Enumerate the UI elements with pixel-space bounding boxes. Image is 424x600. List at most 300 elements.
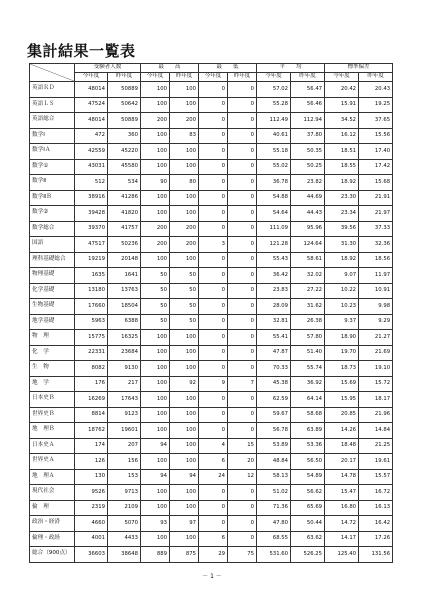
table-cell: 50236 bbox=[108, 237, 141, 253]
table-cell: 100 bbox=[141, 531, 170, 547]
table-cell: 63.89 bbox=[291, 423, 325, 439]
table-cell: 37.65 bbox=[359, 113, 393, 129]
subheader-this-year: 今年度 bbox=[75, 73, 108, 82]
row-subject-label: 生物基礎 bbox=[30, 299, 75, 315]
table-cell: 68.55 bbox=[257, 531, 291, 547]
table-cell: 47.80 bbox=[257, 516, 291, 532]
table-cell: 200 bbox=[141, 237, 170, 253]
table-cell: 100 bbox=[170, 485, 199, 501]
table-cell: 100 bbox=[170, 345, 199, 361]
table-cell: 18.92 bbox=[325, 252, 359, 268]
table-cell: 26.38 bbox=[291, 314, 325, 330]
table-cell: 100 bbox=[170, 407, 199, 423]
table-row bbox=[30, 237, 393, 253]
table-row bbox=[30, 175, 393, 191]
table-cell: 0 bbox=[199, 392, 228, 408]
table-cell: 100 bbox=[141, 454, 170, 470]
table-cell: 156 bbox=[108, 454, 141, 470]
table-cell: 100 bbox=[141, 376, 170, 392]
table-cell: 19.10 bbox=[359, 361, 393, 377]
table-cell: 17660 bbox=[75, 299, 108, 315]
subheader-last-year: 昨年度 bbox=[170, 73, 199, 82]
table-cell: 3 bbox=[199, 237, 228, 253]
table-cell: 1641 bbox=[108, 268, 141, 284]
table-cell: 15.95 bbox=[325, 392, 359, 408]
header-std-dev: 標準偏差 bbox=[325, 64, 393, 73]
table-cell: 0 bbox=[199, 175, 228, 191]
table-cell: 23.82 bbox=[291, 175, 325, 191]
table-cell: 45.38 bbox=[257, 376, 291, 392]
table-cell: 100 bbox=[141, 206, 170, 222]
table-cell: 41286 bbox=[108, 190, 141, 206]
table-cell: 18.56 bbox=[359, 252, 393, 268]
table-cell: 27.22 bbox=[291, 283, 325, 299]
row-subject-label: 数学総合 bbox=[30, 221, 75, 237]
subheader-last-year: 昨年度 bbox=[291, 73, 325, 82]
table-cell: 0 bbox=[228, 206, 257, 222]
table-cell: 18.51 bbox=[325, 144, 359, 160]
table-cell: 4433 bbox=[108, 531, 141, 547]
table-cell: 50 bbox=[170, 299, 199, 315]
table-cell: 0 bbox=[199, 345, 228, 361]
table-cell: 0 bbox=[199, 221, 228, 237]
table-cell: 0 bbox=[228, 237, 257, 253]
table-cell: 23.30 bbox=[325, 190, 359, 206]
table-cell: 65.69 bbox=[291, 500, 325, 516]
table-cell: 15.57 bbox=[359, 469, 393, 485]
row-subject-label: 政治・経済 bbox=[30, 516, 75, 532]
table-cell: 56.47 bbox=[291, 82, 325, 98]
table-cell: 9.29 bbox=[359, 314, 393, 330]
row-subject-label: 理科基礎総合 bbox=[30, 252, 75, 268]
table-cell: 14.84 bbox=[359, 423, 393, 439]
table-cell: 20.85 bbox=[325, 407, 359, 423]
table-cell: 0 bbox=[199, 113, 228, 129]
table-cell: 100 bbox=[141, 361, 170, 377]
row-subject-label: 現代社会 bbox=[30, 485, 75, 501]
table-cell: 18.17 bbox=[359, 392, 393, 408]
table-cell: 13180 bbox=[75, 283, 108, 299]
table-row bbox=[30, 345, 393, 361]
table-cell: 29 bbox=[199, 547, 228, 563]
table-cell: 6 bbox=[199, 531, 228, 547]
table-cell: 45580 bbox=[108, 159, 141, 175]
table-cell: 9.37 bbox=[325, 314, 359, 330]
table-cell: 55.41 bbox=[257, 330, 291, 346]
table-cell: 19219 bbox=[75, 252, 108, 268]
table-cell: 56.78 bbox=[257, 423, 291, 439]
table-cell: 39.56 bbox=[325, 221, 359, 237]
table-cell: 200 bbox=[170, 221, 199, 237]
table-cell: 75 bbox=[228, 547, 257, 563]
table-cell: 47.87 bbox=[257, 345, 291, 361]
table-row bbox=[30, 454, 393, 470]
table-cell: 70.33 bbox=[257, 361, 291, 377]
table-cell: 875 bbox=[170, 547, 199, 563]
table-cell: 50889 bbox=[108, 82, 141, 98]
table-cell: 14.78 bbox=[325, 469, 359, 485]
table-cell: 8814 bbox=[75, 407, 108, 423]
table-cell: 17.26 bbox=[359, 531, 393, 547]
table-cell: 100 bbox=[141, 97, 170, 113]
table-cell: 0 bbox=[199, 299, 228, 315]
header-corner-cell bbox=[30, 64, 75, 82]
table-cell: 9713 bbox=[108, 485, 141, 501]
table-cell: 526.25 bbox=[291, 547, 325, 563]
table-row bbox=[30, 485, 393, 501]
table-cell: 100 bbox=[141, 128, 170, 144]
row-subject-label: 化 学 bbox=[30, 345, 75, 361]
row-subject-label: 倫 理 bbox=[30, 500, 75, 516]
table-cell: 0 bbox=[199, 361, 228, 377]
table-cell: 100 bbox=[170, 206, 199, 222]
table-cell: 0 bbox=[199, 97, 228, 113]
table-cell: 50 bbox=[141, 299, 170, 315]
table-cell: 0 bbox=[228, 283, 257, 299]
table-cell: 0 bbox=[199, 190, 228, 206]
table-cell: 512 bbox=[75, 175, 108, 191]
table-cell: 111.09 bbox=[257, 221, 291, 237]
table-cell: 47517 bbox=[75, 237, 108, 253]
table-cell: 0 bbox=[228, 159, 257, 175]
table-cell: 39428 bbox=[75, 206, 108, 222]
table-cell: 90 bbox=[141, 175, 170, 191]
table-cell: 0 bbox=[228, 516, 257, 532]
table-cell: 18.48 bbox=[325, 438, 359, 454]
table-cell: 34.52 bbox=[325, 113, 359, 129]
table-cell: 7 bbox=[228, 376, 257, 392]
table-cell: 100 bbox=[141, 330, 170, 346]
table-cell: 18.73 bbox=[325, 361, 359, 377]
table-cell: 36.78 bbox=[257, 175, 291, 191]
table-row bbox=[30, 113, 393, 129]
table-cell: 100 bbox=[141, 407, 170, 423]
table-cell: 13763 bbox=[108, 283, 141, 299]
row-subject-label: 世界史Ｂ bbox=[30, 407, 75, 423]
table-cell: 0 bbox=[199, 423, 228, 439]
table-row bbox=[30, 268, 393, 284]
table-cell: 14.17 bbox=[325, 531, 359, 547]
table-cell: 126 bbox=[75, 454, 108, 470]
table-cell: 16.13 bbox=[359, 500, 393, 516]
table-cell: 83 bbox=[170, 128, 199, 144]
table-cell: 200 bbox=[141, 221, 170, 237]
table-cell: 200 bbox=[170, 237, 199, 253]
subheader-this-year: 今年度 bbox=[325, 73, 359, 82]
table-cell: 54.88 bbox=[257, 190, 291, 206]
table-cell: 48014 bbox=[75, 113, 108, 129]
table-row bbox=[30, 500, 393, 516]
table-cell: 28.09 bbox=[257, 299, 291, 315]
table-cell: 21.91 bbox=[359, 190, 393, 206]
table-cell: 50 bbox=[170, 268, 199, 284]
table-cell: 94 bbox=[170, 469, 199, 485]
page-title: 集計結果一覧表 bbox=[27, 42, 136, 60]
table-cell: 50.35 bbox=[291, 144, 325, 160]
row-subject-label: 日本史Ｂ bbox=[30, 392, 75, 408]
table-row bbox=[30, 407, 393, 423]
subheader-this-year: 今年度 bbox=[199, 73, 228, 82]
table-cell: 23684 bbox=[108, 345, 141, 361]
table-cell: 100 bbox=[141, 392, 170, 408]
table-cell: 0 bbox=[228, 407, 257, 423]
table-cell: 32.36 bbox=[359, 237, 393, 253]
table-cell: 0 bbox=[199, 82, 228, 98]
table-cell: 9526 bbox=[75, 485, 108, 501]
table-cell: 17.40 bbox=[359, 144, 393, 160]
row-subject-label: 地 理Ａ bbox=[30, 469, 75, 485]
table-cell: 11.97 bbox=[359, 268, 393, 284]
table-cell: 55.43 bbox=[257, 252, 291, 268]
table-cell: 21.69 bbox=[359, 345, 393, 361]
row-subject-label: 生 物 bbox=[30, 361, 75, 377]
table-cell: 59.67 bbox=[257, 407, 291, 423]
table-cell: 41820 bbox=[108, 206, 141, 222]
row-subject-label: 物理基礎 bbox=[30, 268, 75, 284]
table-row bbox=[30, 376, 393, 392]
table-cell: 217 bbox=[108, 376, 141, 392]
table-cell: 53.36 bbox=[291, 438, 325, 454]
table-row bbox=[30, 330, 393, 346]
subheader-last-year: 昨年度 bbox=[359, 73, 393, 82]
table-cell: 50 bbox=[141, 268, 170, 284]
table-cell: 100 bbox=[141, 82, 170, 98]
table-cell: 31.30 bbox=[325, 237, 359, 253]
table-cell: 38916 bbox=[75, 190, 108, 206]
table-cell: 0 bbox=[228, 113, 257, 129]
table-cell: 57.80 bbox=[291, 330, 325, 346]
table-cell: 47524 bbox=[75, 97, 108, 113]
table-cell: 56.62 bbox=[291, 485, 325, 501]
row-subject-label: 数学ⅠＡ bbox=[30, 144, 75, 160]
table-cell: 37.80 bbox=[291, 128, 325, 144]
table-cell: 62.59 bbox=[257, 392, 291, 408]
table-cell: 18504 bbox=[108, 299, 141, 315]
table-cell: 200 bbox=[170, 113, 199, 129]
table-cell: 48014 bbox=[75, 82, 108, 98]
row-subject-label: 数学① bbox=[30, 159, 75, 175]
table-cell: 100 bbox=[170, 82, 199, 98]
table-cell: 17643 bbox=[108, 392, 141, 408]
table-cell: 44.69 bbox=[291, 190, 325, 206]
table-row bbox=[30, 144, 393, 160]
table-cell: 50 bbox=[141, 314, 170, 330]
table-cell: 15.72 bbox=[359, 376, 393, 392]
table-cell: 0 bbox=[199, 485, 228, 501]
table-cell: 54.64 bbox=[257, 206, 291, 222]
table-cell: 0 bbox=[199, 516, 228, 532]
row-subject-label: 総合（900点） bbox=[30, 547, 75, 563]
row-subject-label: 地 理Ｂ bbox=[30, 423, 75, 439]
table-row bbox=[30, 547, 393, 563]
table-cell: 0 bbox=[228, 175, 257, 191]
table-cell: 94 bbox=[141, 438, 170, 454]
table-cell: 50 bbox=[170, 314, 199, 330]
table-cell: 0 bbox=[228, 252, 257, 268]
table-cell: 58.13 bbox=[257, 469, 291, 485]
table-cell: 16.42 bbox=[359, 516, 393, 532]
table-cell: 43031 bbox=[75, 159, 108, 175]
table-cell: 23.83 bbox=[257, 283, 291, 299]
table-cell: 45220 bbox=[108, 144, 141, 160]
table-cell: 0 bbox=[228, 361, 257, 377]
table-cell: 100 bbox=[170, 330, 199, 346]
table-cell: 31.62 bbox=[291, 299, 325, 315]
table-cell: 15.56 bbox=[359, 128, 393, 144]
table-cell: 100 bbox=[170, 159, 199, 175]
table-cell: 97 bbox=[170, 516, 199, 532]
table-cell: 125.40 bbox=[325, 547, 359, 563]
row-subject-label: 英語総合 bbox=[30, 113, 75, 129]
table-cell: 16.72 bbox=[359, 485, 393, 501]
table-cell: 32.81 bbox=[257, 314, 291, 330]
table-cell: 36.92 bbox=[291, 376, 325, 392]
table-cell: 55.74 bbox=[291, 361, 325, 377]
table-cell: 0 bbox=[199, 128, 228, 144]
row-subject-label: 英語ＲＤ bbox=[30, 82, 75, 98]
table-cell: 6388 bbox=[108, 314, 141, 330]
table-cell: 55.28 bbox=[257, 97, 291, 113]
row-subject-label: 数学Ⅰ bbox=[30, 128, 75, 144]
table-cell: 50.44 bbox=[291, 516, 325, 532]
row-subject-label: 地学基礎 bbox=[30, 314, 75, 330]
table-cell: 21.97 bbox=[359, 206, 393, 222]
table-cell: 16.12 bbox=[325, 128, 359, 144]
subheader-this-year: 今年度 bbox=[141, 73, 170, 82]
table-cell: 15.69 bbox=[325, 376, 359, 392]
table-cell: 100 bbox=[141, 190, 170, 206]
table-cell: 472 bbox=[75, 128, 108, 144]
table-cell: 20.17 bbox=[325, 454, 359, 470]
table-cell: 0 bbox=[228, 345, 257, 361]
table-cell: 9.98 bbox=[359, 299, 393, 315]
table-cell: 100 bbox=[141, 485, 170, 501]
table-cell: 100 bbox=[170, 500, 199, 516]
table-cell: 58.61 bbox=[291, 252, 325, 268]
table-cell: 4001 bbox=[75, 531, 108, 547]
table-cell: 55.02 bbox=[257, 159, 291, 175]
table-cell: 1635 bbox=[75, 268, 108, 284]
results-table bbox=[29, 63, 393, 563]
table-cell: 16325 bbox=[108, 330, 141, 346]
table-cell: 36603 bbox=[75, 547, 108, 563]
subheader-last-year: 昨年度 bbox=[228, 73, 257, 82]
table-cell: 121.28 bbox=[257, 237, 291, 253]
table-cell: 50889 bbox=[108, 113, 141, 129]
table-cell: 71.36 bbox=[257, 500, 291, 516]
row-subject-label: 数学Ⅱ bbox=[30, 175, 75, 191]
table-cell: 15.68 bbox=[359, 175, 393, 191]
table-cell: 112.94 bbox=[291, 113, 325, 129]
table-cell: 93 bbox=[141, 516, 170, 532]
table-cell: 100 bbox=[141, 252, 170, 268]
table-row bbox=[30, 423, 393, 439]
table-row bbox=[30, 361, 393, 377]
table-cell: 6 bbox=[199, 454, 228, 470]
table-cell: 21.25 bbox=[359, 438, 393, 454]
row-subject-label: 国語 bbox=[30, 237, 75, 253]
table-cell: 19.25 bbox=[359, 97, 393, 113]
table-cell: 9123 bbox=[108, 407, 141, 423]
table-cell: 4 bbox=[199, 438, 228, 454]
table-row bbox=[30, 206, 393, 222]
table-cell: 0 bbox=[228, 221, 257, 237]
table-cell: 0 bbox=[199, 144, 228, 160]
table-cell: 10.23 bbox=[325, 299, 359, 315]
row-subject-label: 英語ＬＳ bbox=[30, 97, 75, 113]
table-row bbox=[30, 516, 393, 532]
table-cell: 0 bbox=[199, 206, 228, 222]
table-cell: 534 bbox=[108, 175, 141, 191]
table-cell: 53.89 bbox=[257, 438, 291, 454]
table-cell: 24 bbox=[199, 469, 228, 485]
table-cell: 531.60 bbox=[257, 547, 291, 563]
table-cell: 100 bbox=[170, 454, 199, 470]
table-cell: 0 bbox=[228, 423, 257, 439]
table-cell: 0 bbox=[228, 485, 257, 501]
table-cell: 10.91 bbox=[359, 283, 393, 299]
table-cell: 15.47 bbox=[325, 485, 359, 501]
table-cell: 50 bbox=[170, 283, 199, 299]
table-cell: 16269 bbox=[75, 392, 108, 408]
table-cell: 48.84 bbox=[257, 454, 291, 470]
table-cell: 174 bbox=[75, 438, 108, 454]
table-row bbox=[30, 190, 393, 206]
table-cell: 100 bbox=[170, 531, 199, 547]
table-cell: 0 bbox=[228, 314, 257, 330]
table-cell: 50.25 bbox=[291, 159, 325, 175]
table-row bbox=[30, 252, 393, 268]
table-row bbox=[30, 531, 393, 547]
table-cell: 176 bbox=[75, 376, 108, 392]
table-cell: 112.49 bbox=[257, 113, 291, 129]
row-subject-label: 日本史Ａ bbox=[30, 438, 75, 454]
table-cell: 130 bbox=[75, 469, 108, 485]
table-cell: 100 bbox=[170, 190, 199, 206]
table-cell: 20.43 bbox=[359, 82, 393, 98]
table-cell: 131.56 bbox=[359, 547, 393, 563]
table-cell: 12 bbox=[228, 469, 257, 485]
table-cell: 9 bbox=[199, 376, 228, 392]
table-cell: 57.02 bbox=[257, 82, 291, 98]
table-cell: 0 bbox=[199, 407, 228, 423]
table-cell: 0 bbox=[228, 330, 257, 346]
table-cell: 100 bbox=[141, 345, 170, 361]
table-cell: 41757 bbox=[108, 221, 141, 237]
table-cell: 100 bbox=[170, 423, 199, 439]
table-cell: 207 bbox=[108, 438, 141, 454]
table-cell: 55.18 bbox=[257, 144, 291, 160]
table-cell: 100 bbox=[141, 159, 170, 175]
table-cell: 51.02 bbox=[257, 485, 291, 501]
table-cell: 20148 bbox=[108, 252, 141, 268]
table-cell: 94 bbox=[141, 469, 170, 485]
table-cell: 8082 bbox=[75, 361, 108, 377]
table-cell: 18.90 bbox=[325, 330, 359, 346]
table-cell: 0 bbox=[228, 190, 257, 206]
table-cell: 100 bbox=[141, 500, 170, 516]
table-cell: 19601 bbox=[108, 423, 141, 439]
table-cell: 56.46 bbox=[291, 97, 325, 113]
table-cell: 0 bbox=[199, 283, 228, 299]
table-cell: 15.91 bbox=[325, 97, 359, 113]
table-cell: 0 bbox=[228, 299, 257, 315]
page-number: － 1 － bbox=[202, 573, 222, 580]
table-cell: 54.89 bbox=[291, 469, 325, 485]
row-subject-label: 物 理 bbox=[30, 330, 75, 346]
table-cell: 9.07 bbox=[325, 268, 359, 284]
table-cell: 0 bbox=[228, 144, 257, 160]
